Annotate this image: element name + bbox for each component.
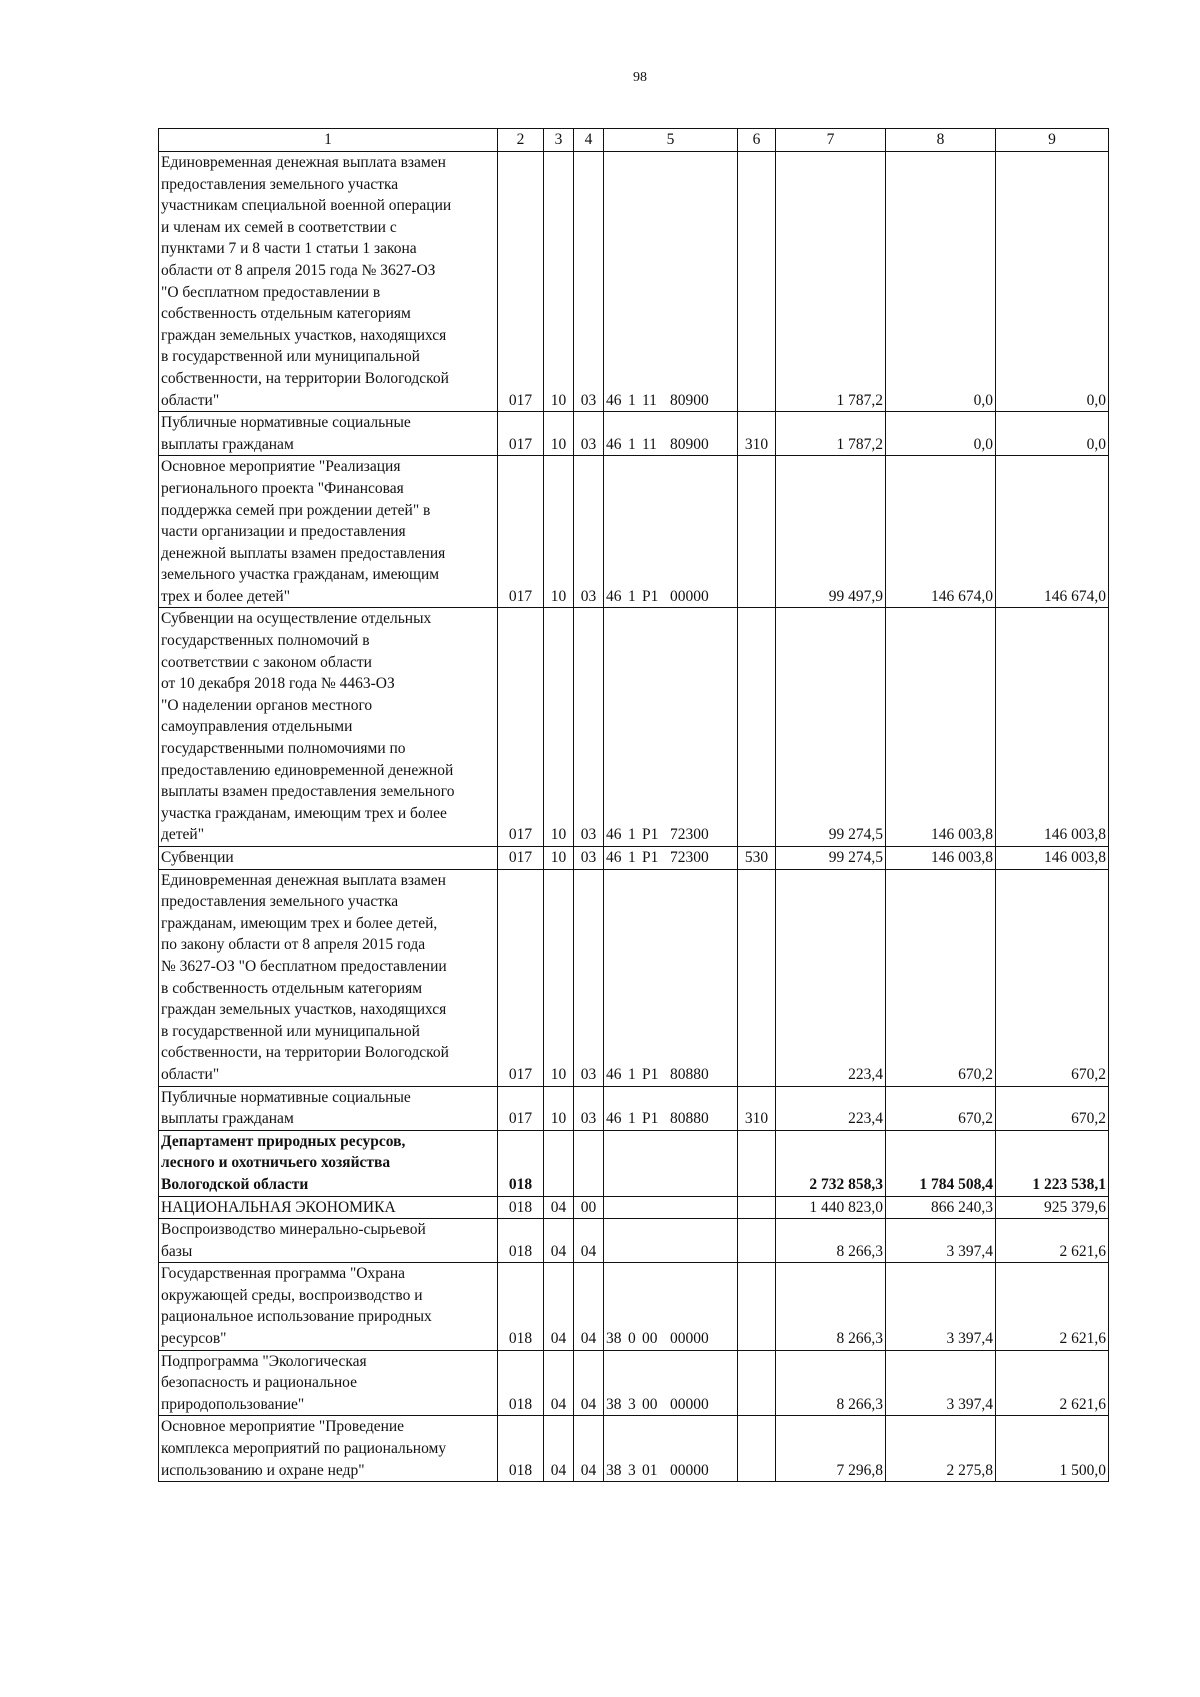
csr-direction: 00000	[670, 1395, 709, 1413]
row-expense-type	[738, 869, 776, 1086]
csr-program: 38	[606, 1395, 622, 1413]
csr-event: 00	[642, 1330, 658, 1348]
header-col-2: 2	[498, 129, 544, 152]
row-subsection: 03	[574, 456, 604, 608]
csr-program: 46	[606, 587, 622, 605]
csr-program: 38	[606, 1461, 622, 1479]
table-row	[159, 1219, 1109, 1263]
row-target-article	[604, 1350, 738, 1416]
csr-program: 46	[606, 435, 622, 453]
csr-subprogram: 1	[628, 849, 636, 866]
row-name: Основное мероприятие "Проведение комплекса мероприятий по рациональному использованию и охране недр"	[159, 1416, 498, 1482]
row-value-col8: 3 397,4	[886, 1350, 996, 1416]
row-value-col7: 2 732 858,3	[776, 1130, 886, 1196]
csr-direction: 72300	[670, 826, 709, 844]
csr-direction: 72300	[670, 849, 709, 866]
table-row	[159, 847, 1109, 870]
row-target-article	[604, 869, 738, 1086]
table-row	[159, 152, 1109, 412]
row-subsection: 03	[574, 152, 604, 412]
row-value-col8: 3 397,4	[886, 1263, 996, 1350]
row-section: 04	[544, 1219, 574, 1263]
csr-subprogram: 1	[628, 826, 636, 844]
row-expense-type	[738, 1130, 776, 1196]
csr-event: 01	[642, 1461, 658, 1479]
row-target-article	[604, 1130, 738, 1196]
header-col-4: 4	[574, 129, 604, 152]
row-name: Единовременная денежная выплата взамен предоставления земельного участка гражданам, имеющим трех и более детей, по закону области от 8 апреля 2015 года № 3627-ОЗ "О бесплатном предоставлении в собственность отдельным категориям граждан земельных участков, находящихся в государственной или муниципальной собственности, на территории Вологодской области"	[159, 869, 498, 1086]
csr-direction: 80900	[670, 391, 709, 409]
row-code: 018	[498, 1196, 544, 1219]
csr-event: 11	[642, 435, 657, 453]
csr-subprogram: 0	[628, 1330, 636, 1348]
row-target-article	[604, 1086, 738, 1130]
row-value-col9: 146 003,8	[996, 847, 1109, 870]
row-value-col7: 1 787,2	[776, 412, 886, 456]
row-value-col9: 2 621,6	[996, 1263, 1109, 1350]
row-target-article	[604, 412, 738, 456]
csr-event: P1	[642, 1065, 659, 1083]
table-row	[159, 1130, 1109, 1196]
row-section: 10	[544, 412, 574, 456]
row-section: 04	[544, 1350, 574, 1416]
row-section: 04	[544, 1196, 574, 1219]
csr-direction: 00000	[670, 1461, 709, 1479]
row-expense-type	[738, 1416, 776, 1482]
row-target-article	[604, 847, 738, 870]
row-value-col8: 1 784 508,4	[886, 1130, 996, 1196]
row-value-col8: 670,2	[886, 869, 996, 1086]
row-name: Основное мероприятие "Реализация регионального проекта "Финансовая поддержка семей при рождении детей" в части организации и предоставления денежной выплаты взамен предоставления земельного участка гражданам, имеющим трех и более детей"	[159, 456, 498, 608]
row-subsection: 03	[574, 869, 604, 1086]
page-number: 98	[633, 70, 647, 85]
csr-event: P1	[642, 1110, 659, 1128]
table-row	[159, 1196, 1109, 1219]
row-section: 04	[544, 1416, 574, 1482]
header-col-3: 3	[544, 129, 574, 152]
row-name: НАЦИОНАЛЬНАЯ ЭКОНОМИКА	[159, 1196, 498, 1219]
row-expense-type: 310	[738, 1086, 776, 1130]
csr-event: P1	[642, 849, 659, 866]
csr-subprogram: 1	[628, 1065, 636, 1083]
row-name: Субвенции на осуществление отдельных государственных полномочий в соответствии с законом области от 10 декабря 2018 года № 4463-ОЗ "О наделении органов местного самоуправления отдельными государственными полномочиями по предоставлению единовременной денежной выплаты взамен предоставления земельного участка гражданам, имеющим трех и более детей"	[159, 608, 498, 847]
row-code: 018	[498, 1350, 544, 1416]
header-row	[159, 129, 1109, 152]
table-row	[159, 1350, 1109, 1416]
row-name: Воспроизводство минерально-сырьевой базы	[159, 1219, 498, 1263]
row-target-article	[604, 1219, 738, 1263]
row-value-col9: 670,2	[996, 1086, 1109, 1130]
row-section: 10	[544, 152, 574, 412]
row-value-col9: 146 674,0	[996, 456, 1109, 608]
row-expense-type	[738, 456, 776, 608]
row-section: 10	[544, 1086, 574, 1130]
csr-program: 46	[606, 391, 622, 409]
csr-program: 46	[606, 1065, 622, 1083]
row-code: 017	[498, 847, 544, 870]
row-value-col9: 2 621,6	[996, 1219, 1109, 1263]
csr-subprogram: 1	[628, 391, 636, 409]
row-value-col9: 0,0	[996, 412, 1109, 456]
row-subsection: 04	[574, 1350, 604, 1416]
table-row	[159, 608, 1109, 847]
header-col-8: 8	[886, 129, 996, 152]
row-value-col7: 99 274,5	[776, 608, 886, 847]
row-value-col7: 8 266,3	[776, 1219, 886, 1263]
csr-event: P1	[642, 826, 659, 844]
header-col-1: 1	[159, 129, 498, 152]
row-name: Подпрограмма "Экологическая безопасность и рациональное природопользование"	[159, 1350, 498, 1416]
row-value-col9: 0,0	[996, 152, 1109, 412]
row-value-col7: 1 440 823,0	[776, 1196, 886, 1219]
row-value-col9: 1 500,0	[996, 1416, 1109, 1482]
table-row	[159, 869, 1109, 1086]
row-code: 017	[498, 412, 544, 456]
row-value-col8: 146 674,0	[886, 456, 996, 608]
row-value-col7: 1 787,2	[776, 152, 886, 412]
row-value-col9: 2 621,6	[996, 1350, 1109, 1416]
row-code: 018	[498, 1416, 544, 1482]
row-name: Департамент природных ресурсов, лесного и охотничьего хозяйства Вологодской области	[159, 1130, 498, 1196]
row-subsection: 03	[574, 847, 604, 870]
row-target-article	[604, 1196, 738, 1219]
row-section: 04	[544, 1263, 574, 1350]
csr-program: 46	[606, 849, 622, 866]
row-value-col8: 866 240,3	[886, 1196, 996, 1219]
csr-subprogram: 3	[628, 1461, 636, 1479]
row-value-col8: 2 275,8	[886, 1416, 996, 1482]
row-target-article	[604, 152, 738, 412]
row-target-article	[604, 456, 738, 608]
csr-direction: 80900	[670, 435, 709, 453]
row-value-col8: 670,2	[886, 1086, 996, 1130]
row-value-col7: 223,4	[776, 869, 886, 1086]
row-value-col8: 146 003,8	[886, 847, 996, 870]
row-value-col7: 8 266,3	[776, 1263, 886, 1350]
row-subsection: 03	[574, 412, 604, 456]
row-target-article	[604, 608, 738, 847]
csr-subprogram: 3	[628, 1395, 636, 1413]
row-expense-type: 530	[738, 847, 776, 870]
row-value-col9: 670,2	[996, 869, 1109, 1086]
row-value-col8: 146 003,8	[886, 608, 996, 847]
table-row	[159, 456, 1109, 608]
row-value-col8: 0,0	[886, 152, 996, 412]
row-name: Субвенции	[159, 847, 498, 870]
csr-subprogram: 1	[628, 1110, 636, 1128]
budget-table	[158, 128, 1109, 1482]
table-row	[159, 1263, 1109, 1350]
row-code: 018	[498, 1130, 544, 1196]
row-expense-type	[738, 1263, 776, 1350]
csr-program: 46	[606, 1110, 622, 1128]
csr-subprogram: 1	[628, 435, 636, 453]
csr-event: 11	[642, 391, 657, 409]
csr-event: P1	[642, 587, 659, 605]
csr-direction: 80880	[670, 1065, 709, 1083]
row-expense-type	[738, 152, 776, 412]
row-section: 10	[544, 456, 574, 608]
row-expense-type	[738, 1350, 776, 1416]
table-row	[159, 1086, 1109, 1130]
csr-subprogram: 1	[628, 587, 636, 605]
row-expense-type	[738, 608, 776, 847]
row-name: Единовременная денежная выплата взамен предоставления земельного участка участникам специальной военной операции и членам их семей в соответствии с пунктами 7 и 8 части 1 статьи 1 закона области от 8 апреля 2015 года № 3627-ОЗ "О бесплатном предоставлении в собственность отдельным категориям граждан земельных участков, находящихся в государственной или муниципальной собственности, на территории Вологодской области"	[159, 152, 498, 412]
row-value-col8: 3 397,4	[886, 1219, 996, 1263]
header-col-6: 6	[738, 129, 776, 152]
row-value-col9: 146 003,8	[996, 608, 1109, 847]
row-target-article	[604, 1416, 738, 1482]
row-subsection: 00	[574, 1196, 604, 1219]
row-section: 10	[544, 608, 574, 847]
header-col-5: 5	[604, 129, 738, 152]
row-subsection: 03	[574, 1086, 604, 1130]
row-code: 017	[498, 869, 544, 1086]
row-value-col8: 0,0	[886, 412, 996, 456]
row-value-col7: 223,4	[776, 1086, 886, 1130]
csr-event: 00	[642, 1395, 658, 1413]
row-name: Публичные нормативные социальные выплаты гражданам	[159, 1086, 498, 1130]
row-code: 018	[498, 1219, 544, 1263]
row-section: 10	[544, 869, 574, 1086]
row-name: Государственная программа "Охрана окружающей среды, воспроизводство и рациональное использование природных ресурсов"	[159, 1263, 498, 1350]
row-expense-type: 310	[738, 412, 776, 456]
row-expense-type	[738, 1196, 776, 1219]
row-code: 017	[498, 152, 544, 412]
row-section	[544, 1130, 574, 1196]
row-value-col9: 925 379,6	[996, 1196, 1109, 1219]
csr-program: 46	[606, 826, 622, 844]
table-row	[159, 1416, 1109, 1482]
row-target-article	[604, 1263, 738, 1350]
row-code: 017	[498, 608, 544, 847]
row-section: 10	[544, 847, 574, 870]
header-col-9: 9	[996, 129, 1109, 152]
row-value-col7: 8 266,3	[776, 1350, 886, 1416]
csr-direction: 80880	[670, 1110, 709, 1128]
csr-direction: 00000	[670, 1330, 709, 1348]
table-body	[159, 152, 1109, 1482]
row-value-col7: 7 296,8	[776, 1416, 886, 1482]
row-subsection	[574, 1130, 604, 1196]
row-code: 017	[498, 456, 544, 608]
row-name: Публичные нормативные социальные выплаты гражданам	[159, 412, 498, 456]
csr-program: 38	[606, 1330, 622, 1348]
row-subsection: 04	[574, 1219, 604, 1263]
header-col-7: 7	[776, 129, 886, 152]
row-code: 017	[498, 1086, 544, 1130]
row-subsection: 03	[574, 608, 604, 847]
row-expense-type	[738, 1219, 776, 1263]
csr-direction: 00000	[670, 587, 709, 605]
row-code: 018	[498, 1263, 544, 1350]
row-value-col7: 99 497,9	[776, 456, 886, 608]
row-subsection: 04	[574, 1263, 604, 1350]
row-subsection: 04	[574, 1416, 604, 1482]
row-value-col9: 1 223 538,1	[996, 1130, 1109, 1196]
table-row	[159, 412, 1109, 456]
row-value-col7: 99 274,5	[776, 847, 886, 870]
